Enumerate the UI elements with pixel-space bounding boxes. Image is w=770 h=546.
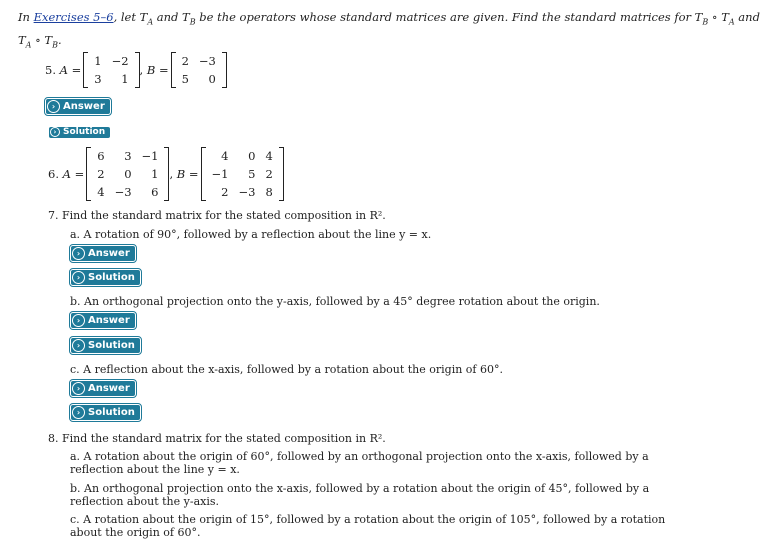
intro-text: and	[734, 10, 760, 24]
answer-label: Answer	[88, 315, 130, 326]
solution-button[interactable]	[71, 405, 140, 420]
separator: ,	[139, 63, 144, 77]
matrix-cell: 6	[97, 149, 105, 163]
matrix-cell: 2	[265, 167, 273, 181]
intro-text: , let T	[113, 10, 148, 24]
chevron-right-icon: ›	[72, 339, 85, 352]
separator: ,	[169, 167, 174, 181]
matrix-a-label: A =	[62, 167, 85, 181]
solution-label: Solution	[88, 272, 135, 283]
matrix-cell: 5	[181, 72, 189, 86]
exercise-6	[48, 148, 284, 200]
matrix-a	[86, 147, 169, 201]
matrix-b-label: B =	[146, 63, 169, 77]
question-8a: a. A rotation about the origin of 60°, followed by an orthogonal projection onto the x-axis, followed by a reflection about the line y = x.	[70, 450, 649, 476]
exercises-link[interactable]: Exercises 5–6	[33, 10, 114, 24]
answer-label: Answer	[63, 101, 105, 112]
answer-label: Answer	[88, 248, 130, 259]
intro-text: ∘ T	[708, 10, 729, 24]
matrix-cell: −1	[211, 167, 229, 181]
intro-pre: In	[18, 10, 34, 24]
subscript: B	[189, 17, 196, 27]
solution-button[interactable]	[49, 127, 110, 138]
matrix-cell: 0	[248, 149, 256, 163]
matrix-cell: −1	[141, 149, 159, 163]
matrix-cell: 8	[265, 185, 273, 199]
exercise-5	[45, 50, 227, 90]
chevron-right-icon: ›	[72, 247, 85, 260]
question-8-title: 8. Find the standard matrix for the stated composition in R².	[48, 432, 386, 445]
matrix-cell: −3	[238, 185, 256, 199]
chevron-right-icon: ›	[72, 271, 85, 284]
chevron-right-icon: ›	[72, 406, 85, 419]
subscript: A	[25, 40, 32, 50]
matrix-b	[201, 147, 284, 201]
solution-button[interactable]	[71, 270, 140, 285]
matrix-cell: 1	[121, 72, 129, 86]
answer-button[interactable]	[46, 99, 110, 114]
solution-button[interactable]	[71, 338, 140, 353]
matrix-cell: −2	[111, 54, 129, 68]
intro-text: and T	[153, 10, 190, 24]
matrix-a	[83, 52, 139, 88]
intro-paragraph	[18, 8, 766, 55]
intro-text: .	[57, 33, 62, 48]
solution-label: Solution	[63, 127, 106, 137]
matrix-cell: 2	[97, 167, 105, 181]
matrix-b	[171, 52, 227, 88]
chevron-right-icon: ›	[47, 100, 60, 113]
intro-text: be the operators whose standard matrices are given. Find the standard matrices for T	[195, 10, 703, 24]
matrix-cell: 1	[151, 167, 159, 181]
answer-button[interactable]	[71, 313, 135, 328]
question-7-title: 7. Find the standard matrix for the stated composition in R².	[48, 209, 386, 222]
chevron-right-icon: ›	[50, 127, 60, 137]
chevron-right-icon: ›	[72, 314, 85, 327]
matrix-cell: −3	[198, 54, 216, 68]
matrix-cell: 2	[221, 185, 229, 199]
question-7a: a. A rotation of 90°, followed by a reflection about the line y = x.	[70, 228, 432, 241]
answer-label: Answer	[88, 383, 130, 394]
question-8c: c. A rotation about the origin of 15°, followed by a rotation about the origin of 105°, followed by a rotation about the origin of 60°.	[70, 513, 666, 539]
matrix-cell: −3	[114, 185, 132, 199]
solution-label: Solution	[88, 407, 135, 418]
solution-label: Solution	[88, 340, 135, 351]
matrix-cell: 3	[124, 149, 132, 163]
question-8b: b. An orthogonal projection onto the x-axis, followed by a rotation about the origin of 45°, followed by a reflection about the y-axis.	[70, 482, 650, 508]
subscript: B	[52, 40, 58, 50]
intro-text: T	[18, 33, 26, 48]
matrix-cell: 0	[124, 167, 132, 181]
matrix-cell: 3	[94, 72, 102, 86]
exercise-number: 5.	[45, 63, 56, 77]
subscript: B	[702, 17, 709, 27]
matrix-cell: 4	[97, 185, 105, 199]
exercise-number: 6.	[48, 167, 59, 181]
matrix-cell: 1	[94, 54, 102, 68]
matrix-cell: 5	[248, 167, 256, 181]
answer-button[interactable]	[71, 381, 135, 396]
matrix-cell: 4	[265, 149, 273, 163]
subscript: A	[147, 17, 154, 27]
matrix-cell: 4	[221, 149, 229, 163]
chevron-right-icon: ›	[72, 382, 85, 395]
matrix-a-label: A =	[59, 63, 82, 77]
answer-button[interactable]	[71, 246, 135, 261]
matrix-cell: 2	[181, 54, 189, 68]
matrix-b-label: B =	[176, 167, 199, 181]
subscript: A	[728, 17, 735, 27]
matrix-cell: 0	[208, 72, 216, 86]
question-7c: c. A reflection about the x-axis, followed by a rotation about the origin of 60°.	[70, 363, 503, 376]
question-7b: b. An orthogonal projection onto the y-axis, followed by a 45° degree rotation about the origin.	[70, 295, 600, 308]
matrix-cell: 6	[151, 185, 159, 199]
intro-text: ∘ T	[31, 33, 53, 48]
